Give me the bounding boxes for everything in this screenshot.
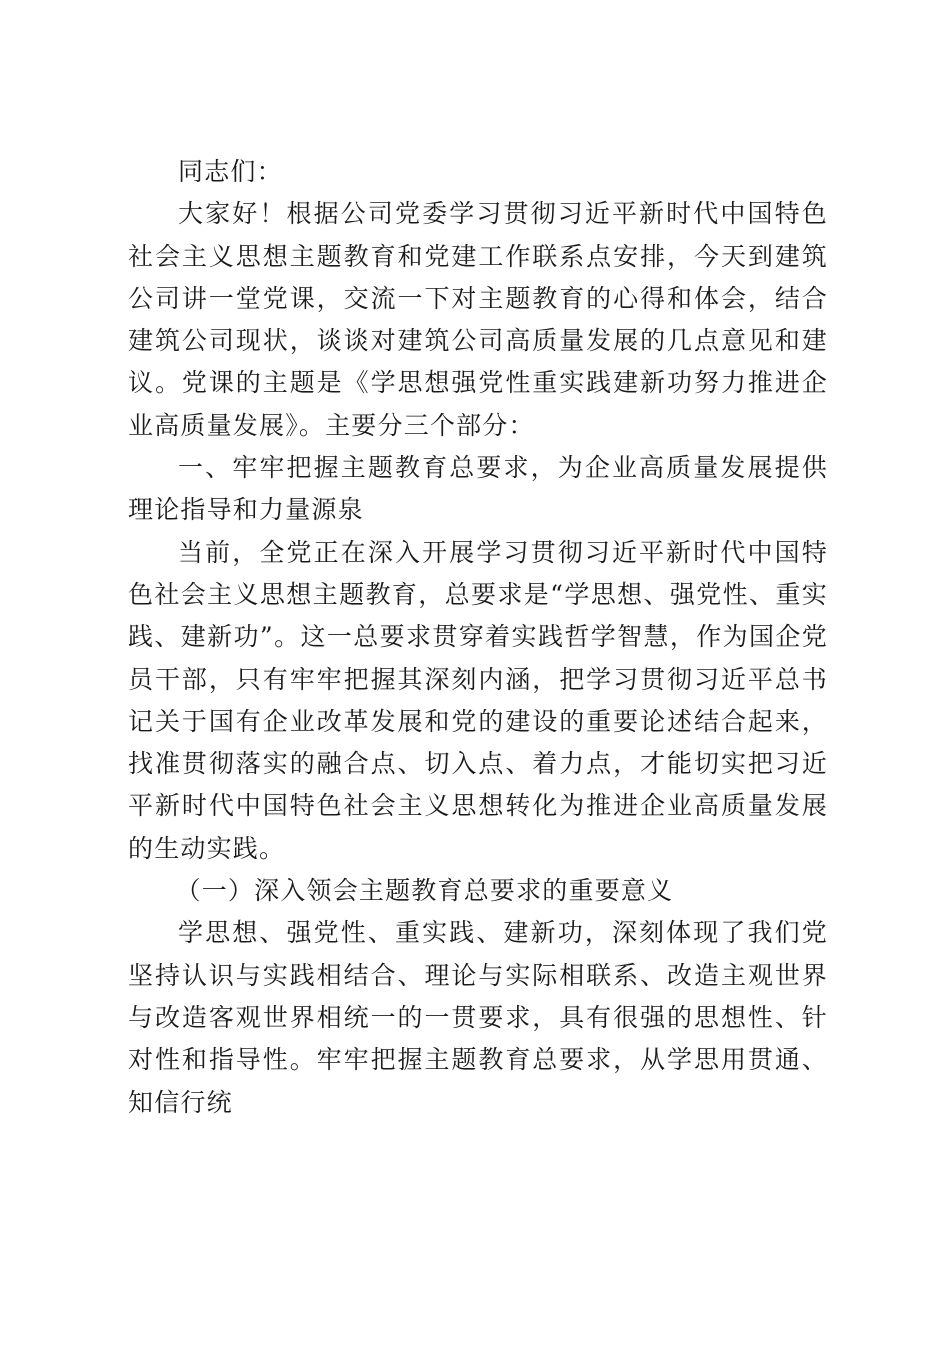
section-body-paragraph: 当前，全党正在深入开展学习贯彻习近平新时代中国特色社会主义思想主题教育，总要求是“学思想、强党性、重实践、建新功”。这一总要求贯穿着实践哲学智慧，作为国企党员干部，只有牢牢把握其深刻内涵，把学习贯彻习近平总书记关于国有企业改革发展和党的建设的重要论述结合起来，找准贯彻落实的融合点、切入点、着力点，才能切实把习近平新时代中国特色社会主义思想转化为推进企业高质量发展的生动实践。 — [128, 537, 828, 863]
intro-paragraph: 大家好！根据公司党委学习贯彻习近平新时代中国特色社会主义思想主题教育和党建工作联系点安排，今天到建筑公司讲一堂党课，交流一下对主题教育的心得和体会，结合建筑公司现状，谈谈对建筑公司高质量发展的几点意见和建议。党课的主题是《学思想强党性重实践建新功努力推进企业高质量发展》。主要分三个部分： — [128, 199, 828, 440]
subsection-heading: （一）深入领会主题教育总要求的重要意义 — [175, 876, 674, 906]
subsection-body-paragraph: 学思想、强党性、重实践、建新功，深刻体现了我们党坚持认识与实践相结合、理论与实际相联系、改造主观世界与改造客观世界相统一的一贯要求，具有很强的思想性、针对性和指导性。牢牢把握主题教育总要求，从学思用贯通、知信行统 — [128, 918, 828, 1117]
greeting-paragraph: 同志们： — [178, 157, 283, 186]
section-heading: 一、牢牢把握主题教育总要求，为企业高质量发展提供理论指导和力量源泉 — [128, 453, 828, 525]
document-body — [128, 151, 828, 1124]
